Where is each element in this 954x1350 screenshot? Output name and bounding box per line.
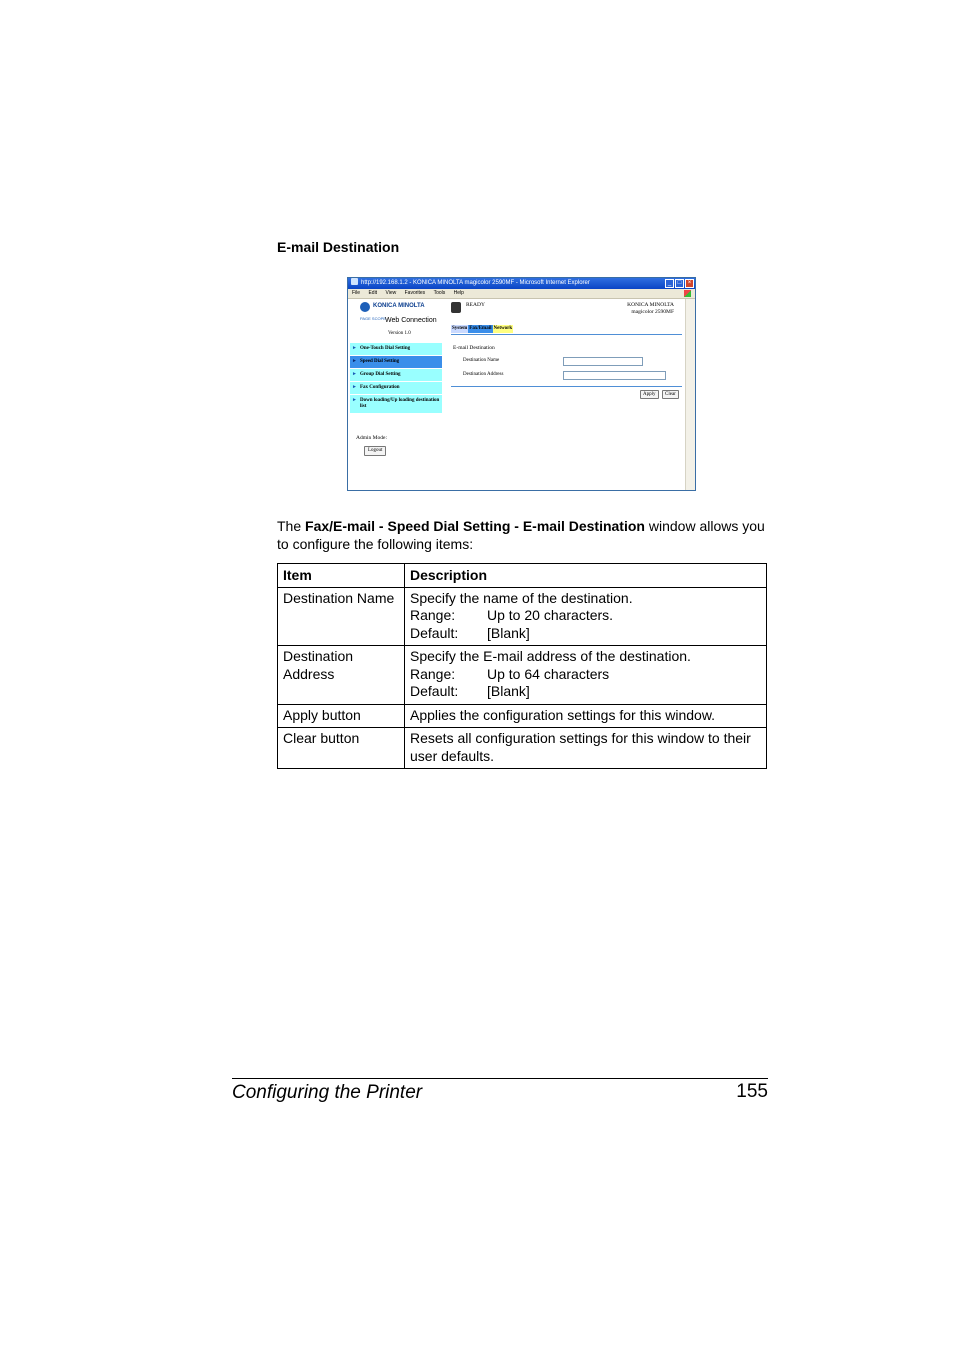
items-table: [277, 563, 767, 769]
table-row: [278, 728, 767, 769]
logout-button[interactable]: Logout: [364, 446, 386, 456]
form-title: E-mail Destination: [453, 345, 495, 351]
konica-minolta-logo-icon: [360, 302, 370, 312]
menu-bar: [348, 289, 695, 299]
row-item: Destination Address: [278, 646, 405, 705]
sidebar: [350, 343, 442, 414]
pagescope-logo: PAGE SCOPE: [360, 316, 386, 321]
page-number: 155: [736, 1081, 768, 1102]
menu-view[interactable]: View: [385, 290, 397, 296]
windows-logo-icon: [684, 290, 691, 297]
arrow-icon: ►: [352, 385, 357, 390]
window-title: http://192.168.1.2 - KONICA MINOLTA magicolor 2590MF - Microsoft Internet Explorer: [361, 280, 590, 286]
tab-system[interactable]: System: [452, 326, 468, 331]
clear-button[interactable]: Clear: [662, 390, 679, 399]
row-item: Destination Name: [278, 587, 405, 646]
tab-bar: [451, 325, 513, 333]
arrow-icon: ►: [352, 398, 357, 403]
close-icon[interactable]: ×: [685, 279, 694, 288]
screenshot-browser-window: [347, 277, 696, 491]
menu-file[interactable]: File: [352, 290, 361, 296]
arrow-icon: ►: [352, 346, 357, 351]
menu-favorites[interactable]: Favorites: [404, 290, 426, 296]
window-titlebar: [348, 278, 695, 289]
vertical-scrollbar[interactable]: [685, 299, 695, 490]
model-name: magicolor 2590MF: [631, 309, 674, 315]
arrow-icon: ►: [352, 372, 357, 377]
menu-tools[interactable]: Tools: [433, 290, 446, 296]
sidebar-item-download-upload[interactable]: ► Down loading/Up loading destination list: [350, 395, 442, 413]
footer-title: Configuring the Printer: [232, 1082, 423, 1103]
footer-rule: [232, 1078, 768, 1079]
section-heading: E-mail Destination: [277, 239, 400, 255]
menu-help[interactable]: Help: [453, 290, 464, 296]
tab-fax-email[interactable]: Fax/Email: [469, 326, 492, 331]
table-row: [278, 646, 767, 705]
admin-mode-label: Admin Mode:: [356, 435, 388, 441]
device-name: [627, 302, 674, 316]
menu-edit[interactable]: Edit: [368, 290, 378, 296]
row-description: Specify the name of the destination. Range: Up to 20 characters. Default: [Blank]: [405, 587, 767, 646]
printer-status-icon: [451, 302, 461, 313]
destination-name-label: Destination Name: [463, 358, 500, 363]
row-item: Apply button: [278, 704, 405, 728]
header-item: Item: [278, 564, 405, 588]
destination-address-label: Destination Address: [463, 372, 504, 377]
web-connection-title: Web Connection: [385, 317, 437, 324]
row-item: Clear button: [278, 728, 405, 769]
logo-text: KONICA MINOLTA: [373, 303, 425, 309]
arrow-icon: ►: [352, 359, 357, 364]
intro-window-path: Fax/E-mail - Speed Dial Setting - E-mail Destination: [305, 518, 645, 534]
table-row: [278, 587, 767, 646]
sidebar-item-group-dial[interactable]: ► Group Dial Setting: [350, 369, 442, 381]
destination-address-input[interactable]: [563, 371, 666, 380]
brand-name: KONICA MINOLTA: [627, 302, 674, 308]
page-content: [348, 299, 686, 490]
apply-button[interactable]: Apply: [640, 390, 659, 399]
row-description: Specify the E-mail address of the destination. Range: Up to 64 characters Default: [Blank]: [405, 646, 767, 705]
tab-network[interactable]: Network: [493, 326, 513, 331]
row-description: Applies the configuration settings for this window.: [405, 704, 767, 728]
form-divider: [451, 386, 682, 387]
sidebar-item-fax-configuration[interactable]: ► Fax Configuration: [350, 382, 442, 394]
table-row: [278, 704, 767, 728]
version-label: Version 1.0: [388, 331, 411, 336]
ie-icon: [351, 278, 358, 285]
sidebar-item-one-touch-dial[interactable]: ► One-Touch Dial Setting: [350, 343, 442, 355]
table-header-row: [278, 564, 767, 588]
row-description: Resets all configuration settings for this window to their user defaults.: [405, 728, 767, 769]
intro-paragraph: The Fax/E-mail - Speed Dial Setting - E-mail Destination window allows you to configure the following items:: [277, 518, 765, 552]
status-text: READY: [466, 302, 485, 308]
minimize-icon[interactable]: _: [665, 279, 674, 288]
sidebar-item-speed-dial[interactable]: ► Speed Dial Setting: [350, 356, 442, 368]
header-description: Description: [405, 564, 767, 588]
tab-divider: [451, 334, 682, 335]
destination-name-input[interactable]: [563, 357, 643, 366]
maximize-icon[interactable]: □: [675, 279, 684, 288]
